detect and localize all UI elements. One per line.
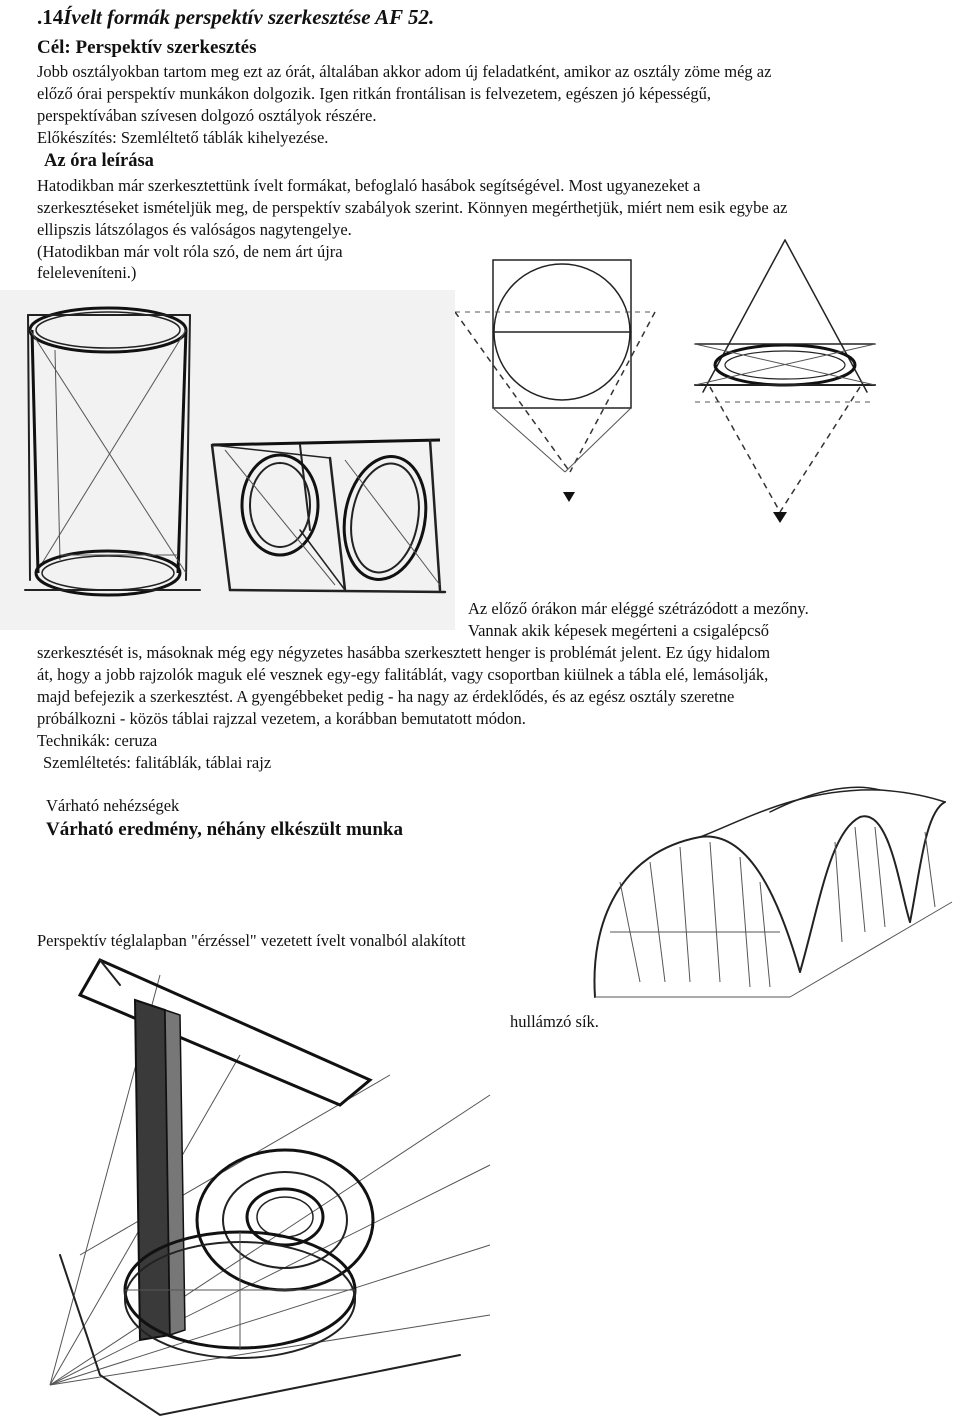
ellipse-construction-sketch <box>455 222 925 577</box>
body-line-2: át, hogy a jobb rajzolók maguk elé vesznek egy-egy falitáblát, vagy csoportban kiülnek a tábla elé, lemásolják, <box>37 665 769 684</box>
lesson-heading: Az óra leírása <box>44 151 154 171</box>
body-line-1: szerkesztését is, másoknak még egy négyzetes hasábba szerkesztett henger is problémát jelent. Ez úgy hidalom <box>37 643 771 662</box>
lesson-line-2: szerkesztéseket ismételjük meg, de perspektív szabályok szerint. Könnyen megérthetjük, miért nem esik egybe az <box>37 198 788 217</box>
caption-line-2: hullámzó sík. <box>510 1012 599 1031</box>
cylinder-cube-sketch <box>0 290 455 630</box>
intro-line-3: perspektívában szívesen dolgozó osztályok részére. <box>37 106 377 125</box>
goal-heading: Cél: Perspektív szerkesztés <box>37 37 257 58</box>
wave-surface-sketch <box>580 782 960 1012</box>
beam-rings-sketch <box>40 955 500 1417</box>
results-heading: Várható eredmény, néhány elkészült munka <box>46 819 403 840</box>
page-title <box>37 6 434 28</box>
title-text: Ívelt formák perspektív szerkesztése AF 52. <box>63 5 435 29</box>
lesson-line-4: (Hatodikban már volt róla szó, de nem árt újra <box>37 242 343 261</box>
mid-line-1: Az előző órákon már eléggé szétrázódott a mezőny. <box>468 599 809 618</box>
preparation-line: Előkészítés: Szemléltető táblák kihelyezése. <box>37 128 329 147</box>
intro-line-1: Jobb osztályokban tartom meg ezt az órát, általában akkor adom új feladatként, amikor az osztály zöme még az <box>37 62 772 81</box>
lesson-line-3: ellipszis látszólagos és valóságos nagytengelye. <box>37 220 352 239</box>
intro-line-2: előző órai perspektív munkákon dolgozik. Igen ritkán frontálisan is felvezetem, egészen jó képességű, <box>37 84 711 103</box>
techniques-line: Technikák: ceruza <box>37 731 158 750</box>
demonstration-line: Szemléltetés: falitáblák, táblai rajz <box>43 753 272 772</box>
difficulties-line: Várható nehézségek <box>46 796 180 815</box>
title-number: .14 <box>37 5 64 29</box>
body-line-3: majd befejezik a szerkesztést. A gyengébbeket pedig - ha nagy az érdeklődés, és az egész osztály szeretne <box>37 687 735 706</box>
mid-line-2: Vannak akik képesek megérteni a csigalépcső <box>468 621 770 640</box>
lesson-line-1: Hatodikban már szerkesztettünk ívelt formákat, befoglaló hasábok segítségével. Most ugyanezeket a <box>37 176 701 195</box>
body-line-4: próbálkozni - közös táblai rajzzal vezetem, a korábban bemutatott módon. <box>37 709 526 728</box>
caption-line-1: Perspektív téglalapban "érzéssel" vezetett ívelt vonalból alakított <box>37 931 466 950</box>
lesson-line-5: feleleveníteni.) <box>37 263 137 282</box>
